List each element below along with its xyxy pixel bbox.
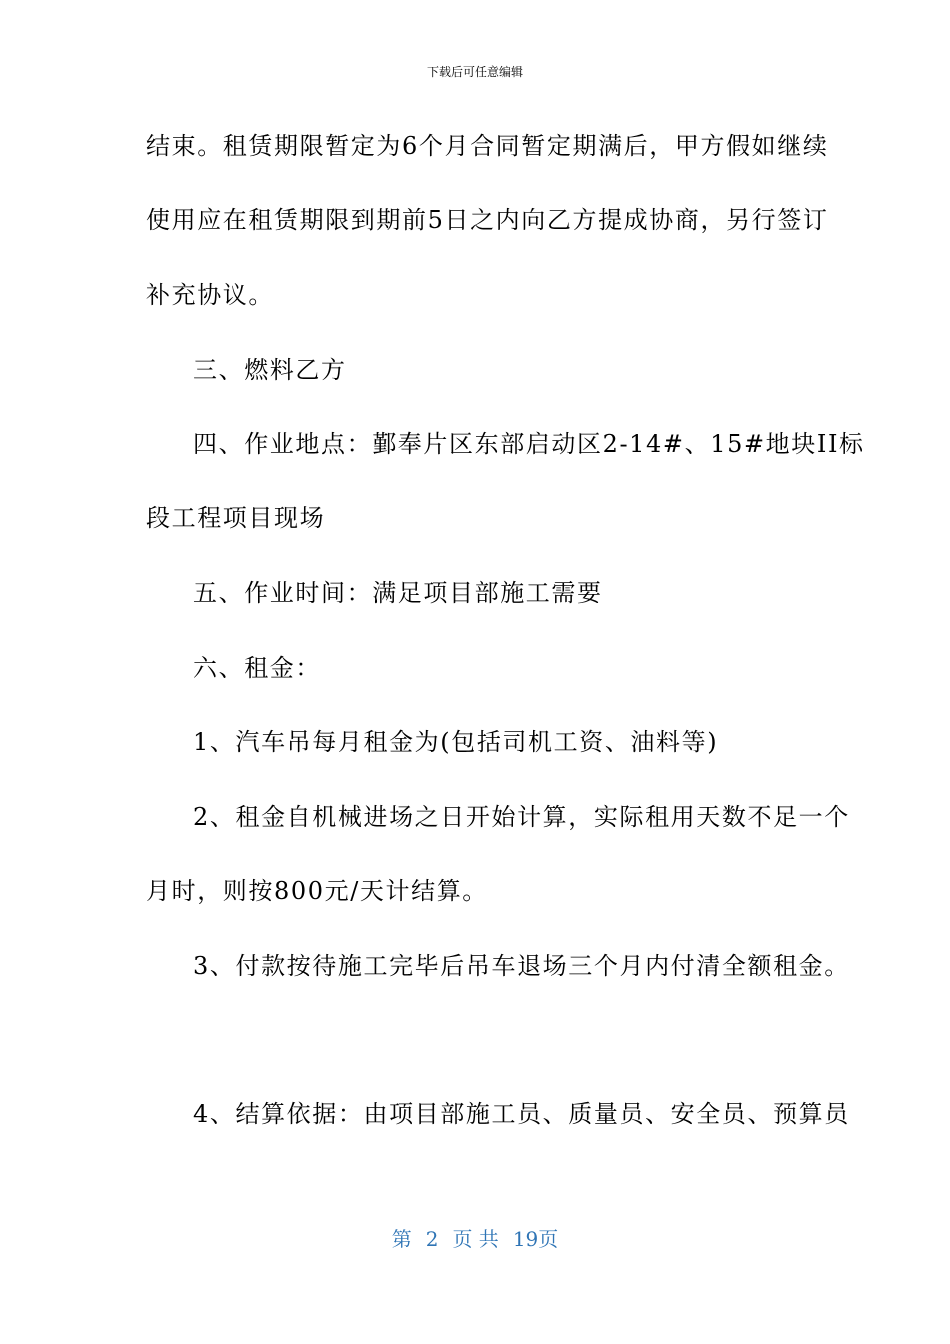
paragraph-line: 段工程项目现场 [146, 504, 326, 532]
list-item-2: 2、租金自机械进场之日开始计算，实际租用天数不足一个 [193, 803, 850, 831]
paragraph-line: 补充协议。 [146, 281, 274, 309]
footer-suffix: 页 [538, 1227, 559, 1251]
section-heading-rent: 六、租金： [193, 654, 321, 682]
paragraph-line: 月时，则按800元/天计结算。 [146, 877, 488, 905]
footer-total-pages: 19 [512, 1227, 539, 1251]
section-heading-location: 四、作业地点：鄞奉片区东部启动区2-14#、15#地块II标 [193, 430, 865, 458]
footer-middle: 页 共 [452, 1227, 499, 1251]
list-item-3: 3、付款按待施工完毕后吊车退场三个月内付清全额租金。 [193, 952, 850, 980]
list-item-1: 1、汽车吊每月租金为(包括司机工资、油料等) [193, 728, 719, 756]
section-heading-fuel: 三、燃料乙方 [193, 356, 347, 384]
section-heading-time: 五、作业时间：满足项目部施工需要 [193, 579, 603, 607]
paragraph-line: 使用应在租赁期限到期前5日之内向乙方提成协商，另行签订 [146, 206, 829, 234]
footer-prefix: 第 [391, 1227, 412, 1251]
footer-page-number: 2 [425, 1227, 439, 1251]
page-header: 下载后可任意编辑 [426, 65, 523, 79]
page-footer [0, 1226, 950, 1252]
paragraph-line: 结束。租赁期限暂定为6个月合同暂定期满后，甲方假如继续 [146, 132, 829, 160]
list-item-4: 4、结算依据：由项目部施工员、质量员、安全员、预算员 [193, 1100, 850, 1128]
